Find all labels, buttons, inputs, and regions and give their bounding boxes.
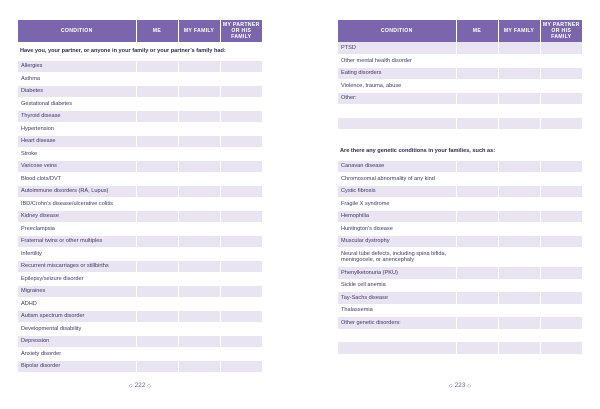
my-family-cell[interactable] <box>498 92 540 105</box>
me-cell[interactable] <box>456 354 498 367</box>
condition-row <box>18 185 262 198</box>
my-family-cell[interactable] <box>498 223 540 236</box>
condition-label: Varicose veins <box>18 160 136 173</box>
condition-row <box>338 279 582 292</box>
condition-row <box>338 223 582 236</box>
my-family-cell[interactable] <box>498 67 540 80</box>
partner-cell[interactable] <box>220 85 262 98</box>
condition-row <box>18 285 262 298</box>
me-cell[interactable] <box>456 130 498 143</box>
condition-row <box>18 135 262 148</box>
question-text: Are there any genetic conditions in your families, such as: <box>338 142 582 160</box>
partner-cell[interactable] <box>220 98 262 111</box>
condition-label <box>338 354 456 367</box>
partner-cell[interactable] <box>540 248 582 267</box>
my-family-cell[interactable] <box>178 248 220 261</box>
condition-label: Other: <box>338 92 456 105</box>
partner-cell[interactable] <box>220 185 262 198</box>
partner-cell[interactable] <box>540 267 582 280</box>
partner-cell[interactable] <box>220 248 262 261</box>
condition-row <box>338 198 582 211</box>
condition-row <box>338 267 582 280</box>
my-family-cell[interactable] <box>178 285 220 298</box>
ornament-icon: ◇ <box>128 383 133 389</box>
my-family-cell[interactable] <box>498 185 540 198</box>
partner-cell[interactable] <box>220 160 262 173</box>
condition-row <box>338 117 582 130</box>
my-family-cell[interactable] <box>178 173 220 186</box>
condition-row <box>18 148 262 161</box>
me-cell[interactable] <box>136 210 178 223</box>
header-partner: MY PARTNER OR HIS FAMILY <box>220 20 262 42</box>
partner-cell[interactable] <box>540 354 582 367</box>
partner-cell[interactable] <box>220 223 262 236</box>
partner-cell[interactable] <box>540 80 582 93</box>
me-cell[interactable] <box>456 67 498 80</box>
condition-label: Migraines <box>18 285 136 298</box>
my-family-cell[interactable] <box>498 354 540 367</box>
me-cell[interactable] <box>456 55 498 68</box>
my-family-cell[interactable] <box>178 298 220 311</box>
me-cell[interactable] <box>136 60 178 73</box>
condition-label: PTSD <box>338 42 456 55</box>
condition-label: Tay-Sachs disease <box>338 292 456 305</box>
condition-row <box>18 310 262 323</box>
condition-row <box>338 185 582 198</box>
condition-row <box>18 173 262 186</box>
me-cell[interactable] <box>456 223 498 236</box>
ornament-icon: ◇ <box>467 383 472 389</box>
condition-row <box>18 323 262 336</box>
page-number-text: 222 <box>134 382 146 389</box>
partner-cell[interactable] <box>540 173 582 186</box>
condition-label <box>338 329 456 342</box>
condition-label: Heart disease <box>18 135 136 148</box>
me-cell[interactable] <box>136 135 178 148</box>
me-cell[interactable] <box>456 42 498 55</box>
my-family-cell[interactable] <box>498 105 540 118</box>
partner-cell[interactable] <box>540 292 582 305</box>
condition-row <box>18 123 262 136</box>
condition-label <box>338 342 456 355</box>
partner-cell[interactable] <box>540 198 582 211</box>
me-cell[interactable] <box>136 98 178 111</box>
condition-label: Recurrent miscarriages or stillbirths <box>18 260 136 273</box>
partner-cell[interactable] <box>540 185 582 198</box>
condition-label: Eating disorders <box>338 67 456 80</box>
partner-cell[interactable] <box>540 223 582 236</box>
condition-row <box>18 210 262 223</box>
me-cell[interactable] <box>136 260 178 273</box>
condition-label: Developmental disability <box>18 323 136 336</box>
condition-label: Other mental health disorder <box>338 55 456 68</box>
my-family-cell[interactable] <box>498 117 540 130</box>
partner-cell[interactable] <box>540 105 582 118</box>
right-page <box>338 20 582 367</box>
condition-label: Asthma <box>18 73 136 86</box>
condition-row <box>18 273 262 286</box>
question-row <box>18 42 262 60</box>
right-header-row <box>338 20 582 42</box>
ornament-icon: ◇ <box>147 383 152 389</box>
condition-label: Cystic fibrosis <box>338 185 456 198</box>
condition-row <box>338 42 582 55</box>
condition-label: Chromosomal abnormality of any kind <box>338 173 456 186</box>
me-cell[interactable] <box>456 92 498 105</box>
condition-row <box>18 235 262 248</box>
question-text: Have you, your partner, or anyone in your family or your partner’s family had: <box>18 42 262 60</box>
condition-label: Bipolar disorder <box>18 360 136 373</box>
condition-row <box>338 235 582 248</box>
condition-label: Hemophilia <box>338 210 456 223</box>
condition-label: Diabetes <box>18 85 136 98</box>
my-family-cell[interactable] <box>178 85 220 98</box>
me-cell[interactable] <box>136 248 178 261</box>
me-cell[interactable] <box>456 304 498 317</box>
condition-label: ADHD <box>18 298 136 311</box>
partner-cell[interactable] <box>220 260 262 273</box>
my-family-cell[interactable] <box>498 55 540 68</box>
me-cell[interactable] <box>136 235 178 248</box>
my-family-cell[interactable] <box>178 160 220 173</box>
header-my-family: MY FAMILY <box>178 20 220 42</box>
condition-row <box>338 55 582 68</box>
partner-cell[interactable] <box>220 360 262 373</box>
partner-cell[interactable] <box>220 323 262 336</box>
my-family-cell[interactable] <box>498 210 540 223</box>
condition-row <box>338 67 582 80</box>
me-cell[interactable] <box>456 117 498 130</box>
condition-row <box>18 360 262 373</box>
condition-row <box>338 248 582 267</box>
my-family-cell[interactable] <box>178 360 220 373</box>
me-cell[interactable] <box>456 317 498 330</box>
my-family-cell[interactable] <box>178 185 220 198</box>
page-number-text: 223 <box>454 382 466 389</box>
partner-cell[interactable] <box>220 110 262 123</box>
condition-row <box>338 92 582 105</box>
partner-cell[interactable] <box>220 335 262 348</box>
condition-label: Infertility <box>18 248 136 261</box>
my-family-cell[interactable] <box>498 329 540 342</box>
partner-cell[interactable] <box>220 285 262 298</box>
condition-label: Fragile X syndrome <box>338 198 456 211</box>
condition-row <box>18 60 262 73</box>
my-family-cell[interactable] <box>498 267 540 280</box>
condition-row <box>338 292 582 305</box>
me-cell[interactable] <box>456 292 498 305</box>
my-family-cell[interactable] <box>178 98 220 111</box>
condition-label: Kidney disease <box>18 210 136 223</box>
my-family-cell[interactable] <box>178 273 220 286</box>
condition-row <box>18 198 262 211</box>
condition-row <box>18 248 262 261</box>
partner-cell[interactable] <box>220 298 262 311</box>
condition-label: Blood clots/DVT <box>18 173 136 186</box>
condition-label: Canavan disease <box>338 160 456 173</box>
my-family-cell[interactable] <box>498 130 540 143</box>
partner-cell[interactable] <box>220 123 262 136</box>
me-cell[interactable] <box>136 85 178 98</box>
my-family-cell[interactable] <box>178 60 220 73</box>
me-cell[interactable] <box>456 185 498 198</box>
partner-cell[interactable] <box>540 279 582 292</box>
partner-cell[interactable] <box>220 210 262 223</box>
me-cell[interactable] <box>136 185 178 198</box>
my-family-cell[interactable] <box>178 123 220 136</box>
me-cell[interactable] <box>136 110 178 123</box>
my-family-cell[interactable] <box>178 260 220 273</box>
partner-cell[interactable] <box>540 67 582 80</box>
me-cell[interactable] <box>456 279 498 292</box>
condition-row <box>18 98 262 111</box>
condition-label: Neural tube defects, including spina bifida, meningocele, or anencephaly <box>338 248 456 267</box>
partner-cell[interactable] <box>540 92 582 105</box>
condition-label <box>338 130 456 143</box>
my-family-cell[interactable] <box>178 335 220 348</box>
partner-cell[interactable] <box>540 329 582 342</box>
condition-row <box>338 317 582 330</box>
partner-cell[interactable] <box>220 198 262 211</box>
partner-cell[interactable] <box>540 42 582 55</box>
partner-cell[interactable] <box>220 273 262 286</box>
condition-row <box>338 342 582 355</box>
partner-cell[interactable] <box>540 317 582 330</box>
question-row <box>338 142 582 160</box>
me-cell[interactable] <box>136 298 178 311</box>
condition-label: Sickle cell anemia <box>338 279 456 292</box>
partner-cell[interactable] <box>540 130 582 143</box>
partner-cell[interactable] <box>540 342 582 355</box>
condition-label: Violence, trauma, abuse <box>338 80 456 93</box>
me-cell[interactable] <box>456 248 498 267</box>
condition-label: Thalassemia <box>338 304 456 317</box>
partner-cell[interactable] <box>220 60 262 73</box>
my-family-cell[interactable] <box>498 198 540 211</box>
condition-label: Preeclampsia <box>18 223 136 236</box>
partner-cell[interactable] <box>540 235 582 248</box>
condition-label: Other genetic disorders: <box>338 317 456 330</box>
condition-label: Fraternal twins or other multiples <box>18 235 136 248</box>
partner-cell[interactable] <box>220 348 262 361</box>
condition-label: Epilepsy/seizure disorder <box>18 273 136 286</box>
condition-row <box>18 110 262 123</box>
condition-label: IBD/Crohn’s disease/ulcerative colitis <box>18 198 136 211</box>
my-family-cell[interactable] <box>498 304 540 317</box>
my-family-cell[interactable] <box>498 173 540 186</box>
my-family-cell[interactable] <box>178 210 220 223</box>
condition-label: Thyroid disease <box>18 110 136 123</box>
condition-label: Autoimmune disorders (RA, Lupus) <box>18 185 136 198</box>
my-family-cell[interactable] <box>178 73 220 86</box>
my-family-cell[interactable] <box>178 110 220 123</box>
my-family-cell[interactable] <box>178 198 220 211</box>
me-cell[interactable] <box>136 323 178 336</box>
me-cell[interactable] <box>136 360 178 373</box>
condition-row <box>338 80 582 93</box>
condition-label <box>338 117 456 130</box>
header-condition: CONDITION <box>338 20 456 42</box>
my-family-cell[interactable] <box>178 310 220 323</box>
me-cell[interactable] <box>136 160 178 173</box>
condition-row <box>338 354 582 367</box>
condition-label: Huntington’s disease <box>338 223 456 236</box>
partner-cell[interactable] <box>540 160 582 173</box>
partner-cell[interactable] <box>220 135 262 148</box>
condition-label: Gestational diabetes <box>18 98 136 111</box>
condition-row <box>338 210 582 223</box>
my-family-cell[interactable] <box>498 160 540 173</box>
header-condition: CONDITION <box>18 20 136 42</box>
condition-row <box>18 260 262 273</box>
condition-label: Depression <box>18 335 136 348</box>
condition-row <box>338 304 582 317</box>
my-family-cell[interactable] <box>498 42 540 55</box>
condition-label: Phenylketonuria (PKU) <box>338 267 456 280</box>
me-cell[interactable] <box>136 285 178 298</box>
partner-cell[interactable] <box>540 304 582 317</box>
me-cell[interactable] <box>136 173 178 186</box>
condition-row <box>18 85 262 98</box>
left-page <box>18 20 262 373</box>
condition-row <box>338 329 582 342</box>
me-cell[interactable] <box>456 235 498 248</box>
condition-row <box>18 348 262 361</box>
header-me: ME <box>136 20 178 42</box>
partner-cell[interactable] <box>220 235 262 248</box>
my-family-cell[interactable] <box>498 317 540 330</box>
my-family-cell[interactable] <box>498 292 540 305</box>
condition-row <box>338 160 582 173</box>
me-cell[interactable] <box>136 148 178 161</box>
partner-cell[interactable] <box>540 55 582 68</box>
condition-label: Anxiety disorder <box>18 348 136 361</box>
me-cell[interactable] <box>136 73 178 86</box>
condition-row <box>338 105 582 118</box>
condition-label: Autism spectrum disorder <box>18 310 136 323</box>
partner-cell[interactable] <box>220 173 262 186</box>
my-family-cell[interactable] <box>178 348 220 361</box>
my-family-cell[interactable] <box>498 342 540 355</box>
partner-cell[interactable] <box>220 310 262 323</box>
me-cell[interactable] <box>456 160 498 173</box>
me-cell[interactable] <box>456 198 498 211</box>
condition-row <box>18 160 262 173</box>
partner-cell[interactable] <box>220 148 262 161</box>
condition-label: Stroke <box>18 148 136 161</box>
partner-cell[interactable] <box>220 73 262 86</box>
condition-label: Allergies <box>18 60 136 73</box>
ornament-icon: ◇ <box>448 383 453 389</box>
page-number-right <box>430 382 490 389</box>
my-family-cell[interactable] <box>498 248 540 267</box>
condition-row <box>18 73 262 86</box>
me-cell[interactable] <box>136 223 178 236</box>
my-family-cell[interactable] <box>178 323 220 336</box>
left-history-table <box>18 20 262 373</box>
me-cell[interactable] <box>456 80 498 93</box>
me-cell[interactable] <box>136 348 178 361</box>
me-cell[interactable] <box>456 267 498 280</box>
me-cell[interactable] <box>136 335 178 348</box>
condition-row <box>18 335 262 348</box>
me-cell[interactable] <box>136 123 178 136</box>
my-family-cell[interactable] <box>498 235 540 248</box>
left-header-row <box>18 20 262 42</box>
me-cell[interactable] <box>456 329 498 342</box>
condition-row <box>18 298 262 311</box>
my-family-cell[interactable] <box>178 235 220 248</box>
my-family-cell[interactable] <box>178 148 220 161</box>
partner-cell[interactable] <box>540 117 582 130</box>
my-family-cell[interactable] <box>498 80 540 93</box>
my-family-cell[interactable] <box>178 135 220 148</box>
right-history-table <box>338 20 582 367</box>
me-cell[interactable] <box>136 273 178 286</box>
header-me: ME <box>456 20 498 42</box>
condition-label: Muscular dystrophy <box>338 235 456 248</box>
condition-label: Hypertension <box>18 123 136 136</box>
me-cell[interactable] <box>456 173 498 186</box>
me-cell[interactable] <box>456 105 498 118</box>
header-partner: MY PARTNER OR HIS FAMILY <box>540 20 582 42</box>
me-cell[interactable] <box>136 198 178 211</box>
partner-cell[interactable] <box>540 210 582 223</box>
me-cell[interactable] <box>136 310 178 323</box>
header-my-family: MY FAMILY <box>498 20 540 42</box>
my-family-cell[interactable] <box>178 223 220 236</box>
me-cell[interactable] <box>456 342 498 355</box>
my-family-cell[interactable] <box>498 279 540 292</box>
condition-row <box>18 223 262 236</box>
condition-row <box>338 130 582 143</box>
page-number-left <box>110 382 170 389</box>
condition-label <box>338 105 456 118</box>
condition-row <box>338 173 582 186</box>
me-cell[interactable] <box>456 210 498 223</box>
